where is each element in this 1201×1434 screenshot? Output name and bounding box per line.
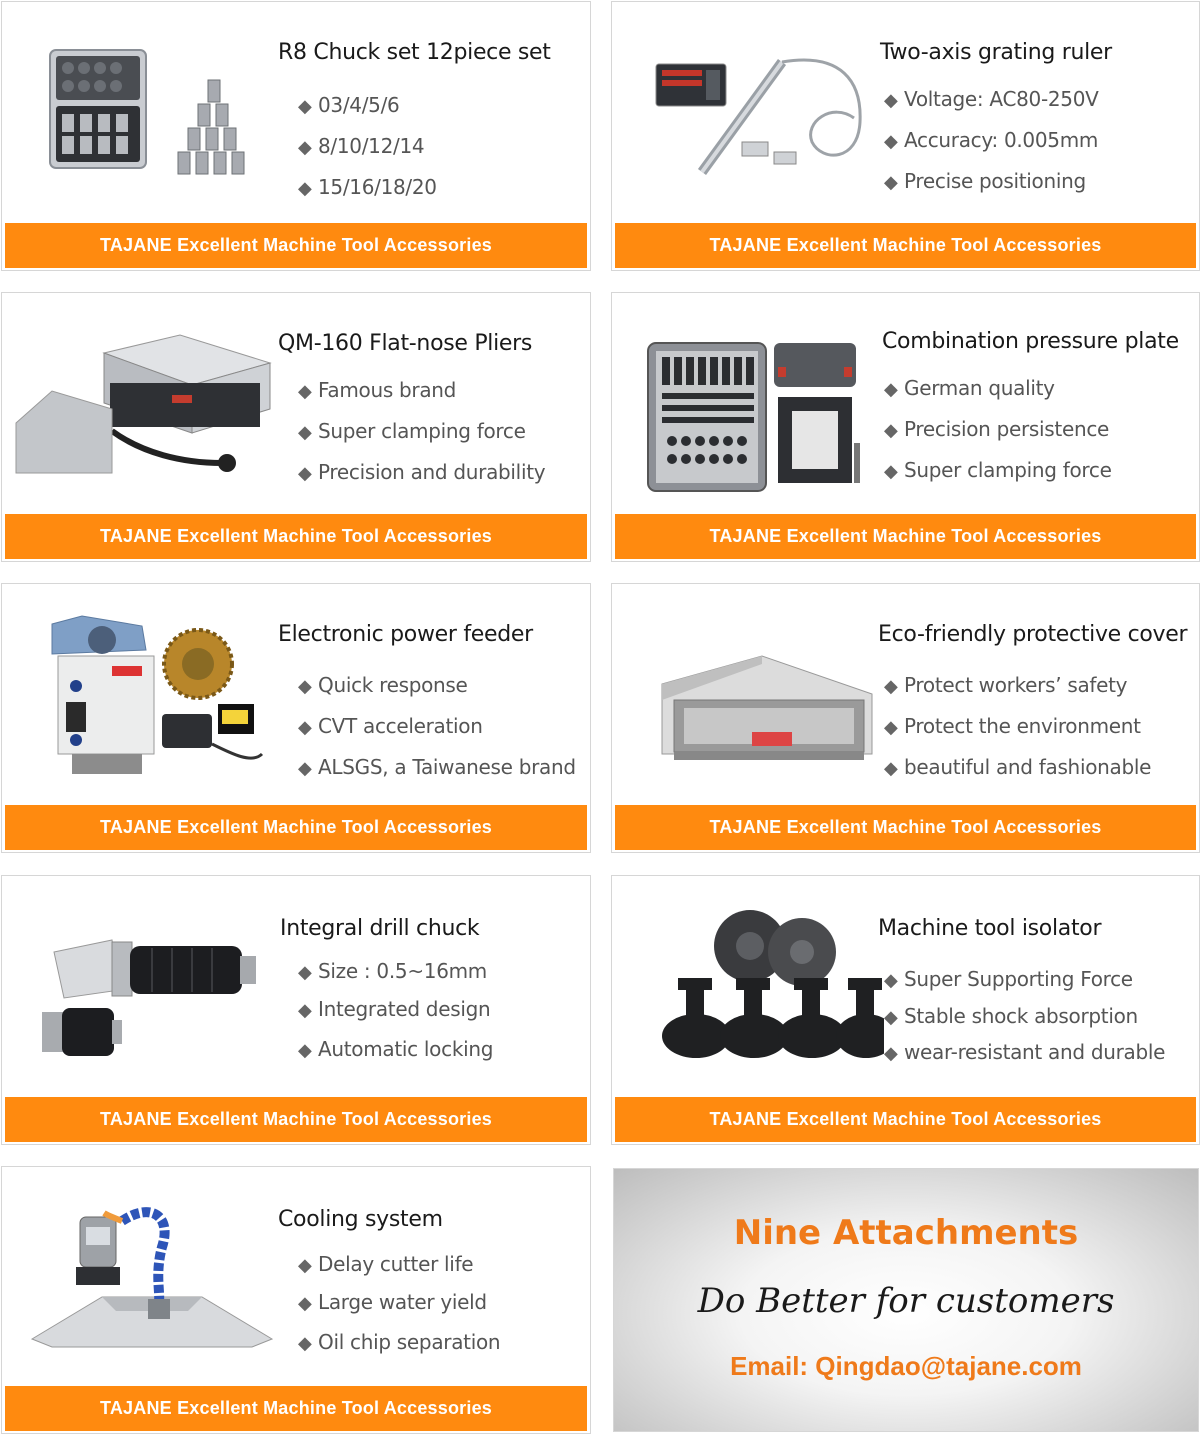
diamond-bullet-icon: ◆	[298, 1040, 312, 1061]
diamond-bullet-icon: ◆	[298, 1255, 312, 1276]
feature-label: Super clamping force	[904, 458, 1112, 482]
product-card-grating-ruler[interactable]	[611, 1, 1200, 271]
brand-banner: TAJANE Excellent Machine Tool Accessories	[615, 514, 1196, 559]
product-title: R8 Chuck set 12piece set	[278, 40, 551, 65]
product-card-isolator[interactable]	[611, 875, 1200, 1145]
diamond-bullet-icon: ◆	[298, 1293, 312, 1314]
brand-banner: TAJANE Excellent Machine Tool Accessories	[615, 1097, 1196, 1142]
feature-label: Famous brand	[318, 378, 457, 402]
product-card-r8-chuck-set[interactable]	[1, 1, 591, 271]
feature-item	[884, 999, 1165, 1035]
feature-item	[884, 371, 1112, 412]
brand-banner: TAJANE Excellent Machine Tool Accessories	[5, 514, 587, 559]
product-card-flat-nose-pliers[interactable]	[1, 292, 591, 562]
feature-label: Integrated design	[318, 997, 491, 1021]
feature-label: Super Supporting Force	[904, 967, 1133, 991]
product-title: QM-160 Flat-nose Pliers	[278, 331, 533, 356]
feature-list	[884, 371, 1112, 494]
product-card-protective-cover[interactable]	[611, 583, 1200, 853]
clamping-kit-icon	[622, 313, 884, 493]
diamond-bullet-icon: ◆	[884, 420, 898, 441]
brand-banner: TAJANE Excellent Machine Tool Accessories	[5, 805, 587, 850]
diamond-bullet-icon: ◆	[298, 178, 312, 199]
diamond-bullet-icon: ◆	[884, 758, 898, 779]
feature-item	[298, 668, 576, 709]
feature-label: Size : 0.5~16mm	[318, 959, 487, 983]
feature-label: Automatic locking	[318, 1037, 494, 1061]
feature-list	[298, 954, 493, 1073]
product-title: Integral drill chuck	[280, 916, 480, 941]
vise-icon	[12, 313, 274, 493]
feature-list	[298, 373, 545, 496]
feature-item	[884, 123, 1099, 164]
drill-chuck-icon	[12, 896, 274, 1076]
feature-item	[884, 668, 1151, 709]
chuck-set-icon	[12, 22, 274, 202]
feature-label: Precise positioning	[904, 169, 1086, 193]
diamond-bullet-icon: ◆	[884, 676, 898, 697]
feature-label: Accuracy: 0.005mm	[904, 128, 1099, 152]
feature-item	[298, 88, 437, 129]
feature-list	[884, 82, 1099, 205]
feature-label: Protect the environment	[904, 714, 1141, 738]
product-card-power-feeder[interactable]	[1, 583, 591, 853]
feature-item	[298, 129, 437, 170]
feature-item	[298, 373, 545, 414]
diamond-bullet-icon: ◆	[298, 137, 312, 158]
product-card-pressure-plate[interactable]	[611, 292, 1200, 562]
feature-item	[298, 992, 493, 1032]
diamond-bullet-icon: ◆	[298, 962, 312, 983]
diamond-bullet-icon: ◆	[884, 1043, 898, 1064]
feature-label: Quick response	[318, 673, 468, 697]
feature-item	[884, 412, 1112, 453]
cooling-system-icon	[12, 1187, 274, 1367]
diamond-bullet-icon: ◆	[298, 1333, 312, 1354]
feature-item	[298, 1247, 500, 1285]
feature-label: 15/16/18/20	[318, 175, 437, 199]
feature-item	[298, 954, 493, 992]
feature-item	[884, 1035, 1165, 1076]
power-feeder-icon	[12, 604, 274, 784]
diamond-bullet-icon: ◆	[298, 96, 312, 117]
grating-ruler-icon	[622, 22, 884, 202]
feature-label: 8/10/12/14	[318, 134, 425, 158]
diamond-bullet-icon: ◆	[884, 90, 898, 111]
feature-item	[298, 709, 576, 750]
feature-list	[298, 1247, 500, 1366]
feature-label: Oil chip separation	[318, 1330, 501, 1354]
feature-item	[298, 1032, 493, 1073]
product-title: Eco-friendly protective cover	[878, 622, 1188, 647]
diamond-bullet-icon: ◆	[298, 676, 312, 697]
feature-item	[298, 750, 576, 791]
feature-label: Super clamping force	[318, 419, 526, 443]
feature-list	[884, 668, 1151, 791]
feature-label: wear-resistant and durable	[904, 1040, 1166, 1064]
feature-label: 03/4/5/6	[318, 93, 400, 117]
feature-label: Precision persistence	[904, 417, 1110, 441]
promo-slogan: Do Better for customers	[697, 1281, 1115, 1321]
feature-label: ALSGS, a Taiwanese brand	[318, 755, 576, 779]
protective-cover-icon	[622, 604, 884, 784]
brand-banner: TAJANE Excellent Machine Tool Accessories	[5, 1097, 587, 1142]
feature-label: Protect workers’ safety	[904, 673, 1128, 697]
product-card-drill-chuck[interactable]	[1, 875, 591, 1145]
feature-label: Delay cutter life	[318, 1252, 474, 1276]
diamond-bullet-icon: ◆	[884, 1007, 898, 1028]
feature-item	[298, 455, 545, 496]
product-title: Machine tool isolator	[878, 916, 1102, 941]
promo-title: Nine Attachments	[733, 1213, 1079, 1253]
feature-item	[884, 709, 1151, 750]
feature-label: Precision and durability	[318, 460, 546, 484]
isolator-icon	[622, 896, 884, 1076]
feature-item	[298, 170, 437, 211]
promo-card	[613, 1168, 1199, 1432]
diamond-bullet-icon: ◆	[298, 1000, 312, 1021]
diamond-bullet-icon: ◆	[884, 172, 898, 193]
diamond-bullet-icon: ◆	[884, 717, 898, 738]
product-title: Two-axis grating ruler	[880, 40, 1112, 65]
feature-label: beautiful and fashionable	[904, 755, 1152, 779]
feature-list	[298, 668, 576, 791]
brand-banner: TAJANE Excellent Machine Tool Accessories	[5, 223, 587, 268]
feature-label: CVT acceleration	[318, 714, 483, 738]
brand-banner: TAJANE Excellent Machine Tool Accessories	[615, 223, 1196, 268]
brand-banner: TAJANE Excellent Machine Tool Accessories	[5, 1386, 587, 1431]
feature-list	[884, 962, 1165, 1076]
product-title: Electronic power feeder	[278, 622, 533, 647]
feature-item	[884, 453, 1112, 494]
diamond-bullet-icon: ◆	[298, 463, 312, 484]
product-title: Combination pressure plate	[882, 329, 1179, 354]
diamond-bullet-icon: ◆	[298, 381, 312, 402]
feature-item	[884, 82, 1099, 123]
feature-label: Stable shock absorption	[904, 1004, 1138, 1028]
diamond-bullet-icon: ◆	[884, 379, 898, 400]
product-title: Cooling system	[278, 1207, 443, 1232]
feature-label: Voltage: AC80-250V	[904, 87, 1099, 111]
feature-item	[298, 414, 545, 455]
promo-email[interactable]: Email: Qingdao@tajane.com	[730, 1351, 1082, 1381]
product-card-cooling-system[interactable]	[1, 1166, 591, 1434]
diamond-bullet-icon: ◆	[298, 717, 312, 738]
diamond-bullet-icon: ◆	[884, 131, 898, 152]
diamond-bullet-icon: ◆	[298, 758, 312, 779]
feature-item	[884, 750, 1151, 791]
feature-item	[298, 1285, 500, 1325]
feature-item	[298, 1325, 500, 1366]
feature-label: Large water yield	[318, 1290, 487, 1314]
brand-banner: TAJANE Excellent Machine Tool Accessories	[615, 805, 1196, 850]
feature-list	[298, 88, 437, 211]
feature-label: German quality	[904, 376, 1055, 400]
feature-item	[884, 164, 1099, 205]
feature-item	[884, 962, 1165, 999]
diamond-bullet-icon: ◆	[884, 970, 898, 991]
diamond-bullet-icon: ◆	[884, 461, 898, 482]
diamond-bullet-icon: ◆	[298, 422, 312, 443]
